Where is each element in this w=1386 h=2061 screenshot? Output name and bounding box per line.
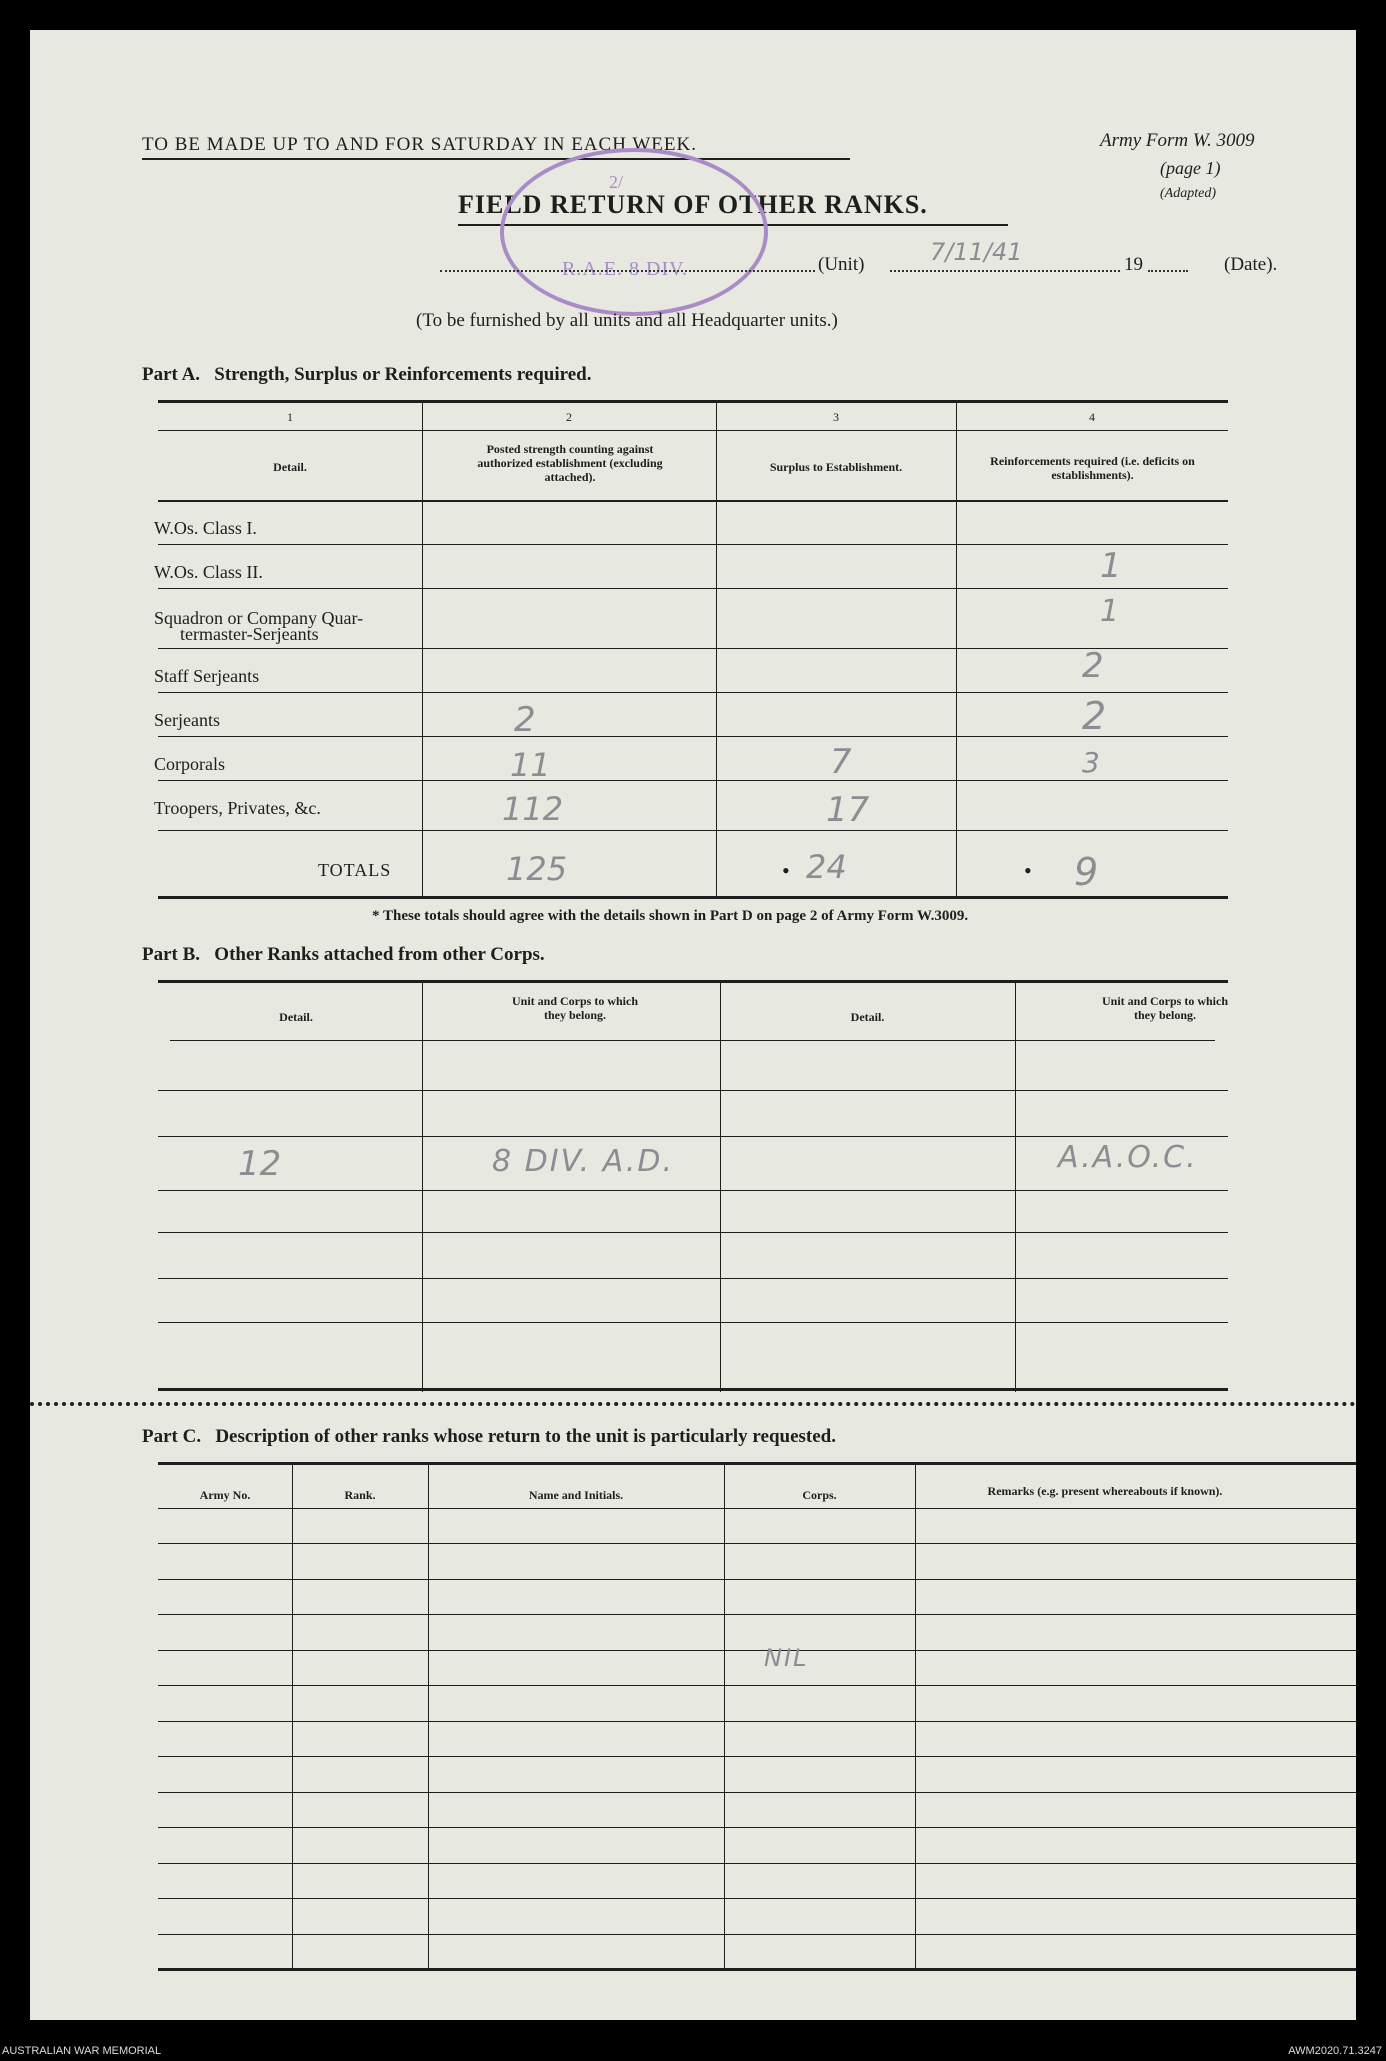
totals-label: TOTALS [318, 860, 392, 880]
part-c-bottom-rule [158, 1968, 1356, 1971]
part-c-title: Part C. Description of other ranks whose return to the unit is particularly requested. [142, 1426, 836, 1447]
posted-troopers: 112 [502, 790, 564, 828]
unit-label: (Unit) [818, 254, 865, 275]
b-col-header-detail: Detail. [279, 1010, 313, 1024]
part-a-top-rule [158, 400, 1228, 403]
army-form-label: Army Form W. 3009 [1100, 130, 1255, 151]
reinf-sqms: 1 [1100, 594, 1120, 629]
row-serjeants: Serjeants [154, 710, 220, 730]
adapted-label: (Adapted) [1160, 186, 1216, 201]
c-col-header-remarks: Remarks (e.g. present whereabouts if known). [987, 1484, 1223, 1498]
date-label: (Date). [1224, 254, 1278, 275]
col-header-detail: Detail. [273, 460, 307, 474]
c-col-header-rank: Rank. [344, 1488, 376, 1502]
c-col-header-army-no: Army No. [199, 1488, 251, 1502]
surplus-corporals: 7 [830, 742, 852, 782]
col-number-4: 4 [1089, 410, 1095, 424]
footer-source: AUSTRALIAN WAR MEMORIAL [2, 2045, 162, 2057]
reinf-staff-serjeants: 2 [1082, 646, 1104, 686]
col-number-1: 1 [287, 410, 293, 424]
total-posted: 125 [506, 850, 568, 888]
date-year-line [1148, 270, 1188, 272]
row-corporals: Corporals [154, 754, 225, 774]
c-col-header-corps: Corps. [802, 1488, 837, 1502]
stamp-top-text: 2/ [609, 172, 624, 192]
footer-id: AWM2020.71.3247 [1288, 2045, 1382, 2057]
c-col-header-name: Name and Initials. [528, 1488, 624, 1502]
form-title: FIELD RETURN OF OTHER RANKS. [458, 190, 928, 219]
row-wos-class-2: W.Os. Class II. [154, 562, 263, 582]
row-troopers: Troopers, Privates, &c. [154, 798, 321, 818]
unit-stamp [500, 148, 768, 316]
posted-corporals: 11 [510, 746, 551, 784]
posted-serjeants: 2 [514, 700, 536, 740]
part-a-note: * These totals should agree with the details shown in Part D on page 2 of Army Form W.3009. [372, 908, 969, 924]
page-label: (page 1) [1160, 158, 1221, 178]
col-number-2: 2 [566, 410, 572, 424]
date-field-line [890, 270, 1120, 272]
c-entry-nil: NIL [764, 1644, 809, 1672]
part-c-top-rule [158, 1462, 1356, 1465]
row-sqms-cont: termaster-Serjeants [180, 624, 319, 644]
part-b-title: Part B. Other Ranks attached from other Corps. [142, 944, 545, 965]
col-header-reinforcements: Reinforcements required (i.e. deficits on establishments). [990, 454, 1195, 482]
b-entry-unit: 8 DIV. A.D. [492, 1144, 674, 1179]
b-entry-detail: 12 [238, 1144, 282, 1184]
instruction-underline [142, 158, 850, 160]
part-a-bottom-rule [158, 896, 1228, 899]
col-header-posted: Posted strength counting against authorized establishment (excluding attached). [477, 442, 663, 484]
b-col-header-detail-2: Detail. [850, 1010, 885, 1024]
b-col-header-unit: Unit and Corps to which they belong. [511, 994, 639, 1022]
b-entry-unit-2: A.A.O.C. [1058, 1140, 1198, 1175]
handwritten-date: 7/11/41 [930, 238, 1023, 266]
row-wos-class-1: W.Os. Class I. [154, 518, 257, 538]
date-prefix: 19 [1124, 254, 1143, 275]
part-b-top-rule [158, 980, 1228, 983]
col-number-3: 3 [833, 410, 839, 424]
reinf-serjeants: 2 [1082, 694, 1107, 738]
total-reinf: 9 [1074, 850, 1099, 894]
perforation-line [30, 1402, 1356, 1406]
instruction-text: TO BE MADE UP TO AND FOR SATURDAY IN EACH WEEK. [142, 134, 697, 155]
col-header-surplus: Surplus to Establishment. [769, 460, 903, 474]
unit-field-line [440, 270, 815, 272]
stamp-bottom-text: R.A.E. 8 DIV. [562, 258, 688, 280]
part-a-title: Part A. Strength, Surplus or Reinforcements required. [142, 364, 592, 385]
surplus-troopers: 17 [826, 790, 870, 830]
subtitle: (To be furnished by all units and all Headquarter units.) [416, 310, 838, 331]
total-surplus: 24 [806, 848, 847, 886]
reinf-corporals: 3 [1082, 746, 1100, 779]
row-staff-serjeants: Staff Serjeants [154, 666, 260, 686]
row-sqms: Squadron or Company Quar- [154, 608, 364, 628]
b-col-header-unit-2: Unit and Corps to which they belong. [1101, 994, 1229, 1022]
part-b-bottom-rule [158, 1388, 1228, 1391]
form-page: TO BE MADE UP TO AND FOR SATURDAY IN EACH WEEK. Army Form W. 3009 (page 1) (Adapted) FIELD RETURN OF OTHER RANKS. 2/ R.A.E. 8 DIV. (Unit) 7/11/41 19 (Date). (To be furnished by all units and all Headquarter units.) Part A. Strength, Surplus or Reinforcements required. 1 2 3 4 Detail. Posted strength counting against authorized establishment (excluding attached). Surplus to Establishment. Reinforcements required (i.e. deficits on establishments). W.Os. Class I. W.Os. Class II. Squadron or Company Quar- termaster-Serjeants Staff Serjeants Serjeants Corporals Troopers, Privates, &c. TOTALS 1 1 2 2 2 11 7 3 112 17 125 • 24 • 9 * These totals should agree with the details shown in Part D on page 2 of Army Form W.3009. Part B. Other Ranks attached from other Corps. Detail. Unit and Corps to which they belong. Detail. Unit and Corps to which they belong. 12 8 DIV. A.D. A.A.O.C. Part C. Description of other ranks whose return to the unit is particularly requested. Army No. Rank. Name and Initials. Corps. Remarks (e.g. present whereabouts if known). NIL [30, 30, 1356, 2020]
reinf-wos-2: 1 [1100, 546, 1122, 586]
